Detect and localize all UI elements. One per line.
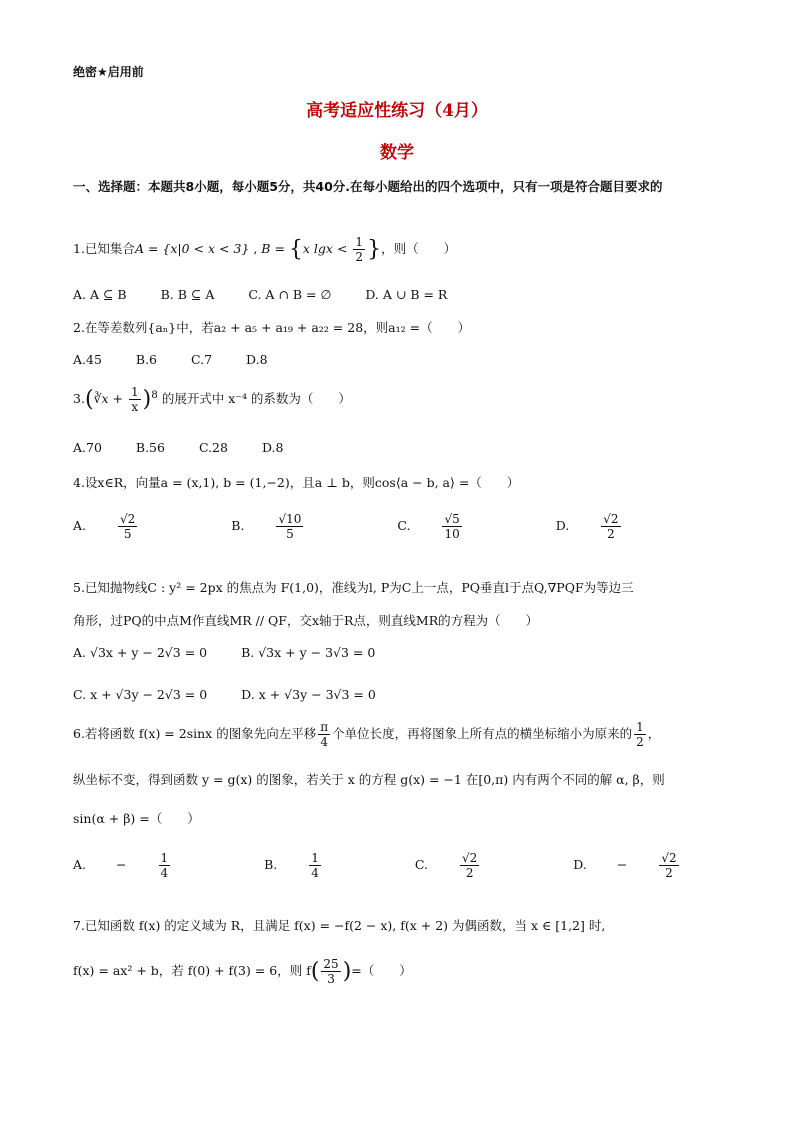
option-b[interactable]: B. B ⊆ A xyxy=(160,287,215,302)
question-1-options xyxy=(73,287,477,302)
question-3-stem: 3.(∛x + $\frac{1}{x}$ )$^8$ 的展开式中 x⁻⁴ 的系数为（ ） xyxy=(73,385,351,414)
question-7-line-1: 7.已知函数 f(x) 的定义域为 R，且满足 f(x) = −f(2 − x), f(x + 2) 为偶函数，当 x ∈ [1,2] 时, xyxy=(73,918,606,933)
confidential-header: 绝密★启用前 xyxy=(73,65,144,79)
section-heading: 一、选择题：本题共8小题，每小题5分，共40分.在每小题给出的四个选项中，只有一项是符合题目要求的 xyxy=(73,179,663,194)
option-b[interactable]: B.6 xyxy=(135,352,158,367)
question-6-line-3: sin(α + β) =（ ） xyxy=(73,811,200,826)
option-a[interactable]: A.45 xyxy=(73,352,102,367)
question-4-options xyxy=(73,512,711,541)
option-c[interactable]: C. x + √3y − 2√3 = 0 xyxy=(73,687,208,702)
option-a[interactable]: A. − $\frac{1}{4}$ xyxy=(73,851,169,880)
question-5-options-row-2 xyxy=(73,687,406,702)
option-d[interactable]: D. $\frac{√2}{2}$ xyxy=(555,512,619,541)
exam-subject: 数学 xyxy=(380,143,414,163)
option-b[interactable]: B. $\frac{1}{4}$ xyxy=(264,851,319,880)
question-7-line-2: f(x) = ax² + b，若 f(0) + f(3) = 6，则 f( $\frac{25}{3}$ )=（ ） xyxy=(73,957,412,986)
question-5-options-row-1 xyxy=(73,645,405,660)
option-b[interactable]: B. $\frac{√10}{5}$ xyxy=(231,512,302,541)
option-b[interactable]: B. √3x + y − 3√3 = 0 xyxy=(241,645,376,660)
question-3-options xyxy=(73,440,313,455)
option-d[interactable]: D. A ∪ B = R xyxy=(365,287,448,302)
option-d[interactable]: D.8 xyxy=(261,440,284,455)
option-d[interactable]: D. − $\frac{√2}{2}$ xyxy=(573,851,677,880)
option-a[interactable]: A. √3x + y − 2√3 = 0 xyxy=(73,645,208,660)
option-a[interactable]: A. A ⊆ B xyxy=(73,287,127,302)
option-c[interactable]: C. A ∩ B = ∅ xyxy=(248,287,332,302)
fraction: $\frac{1}{x}$ xyxy=(130,385,139,414)
option-a[interactable]: A. $\frac{√2}{5}$ xyxy=(73,512,136,541)
question-2-stem: 2.在等差数列{aₙ}中，若a₂ + a₅ + a₁₉ + a₂₂ = 28，则a₁₂ =（ ） xyxy=(73,320,471,335)
question-6-options xyxy=(73,851,769,880)
option-d[interactable]: D.8 xyxy=(246,352,268,367)
question-4-stem: 4.设x∈R，向量a = (x,1), b = (1,−2)，且a ⊥ b，则cos⟨a − b, a⟩ =（ ） xyxy=(73,475,520,490)
option-c[interactable]: C. $\frac{√5}{10}$ xyxy=(397,512,460,541)
question-2-options xyxy=(73,352,298,367)
option-c[interactable]: C. $\frac{√2}{2}$ xyxy=(414,851,478,880)
question-1-stem: 1.已知集合A = {x|0 < x < 3} , B = {x lgx < $\frac{1}{2}$ }，则（ ） xyxy=(73,235,457,264)
option-a[interactable]: A.70 xyxy=(73,440,102,455)
question-6-line-1: 6.若将函数 f(x) = 2sinx 的图象先向左平移 $\frac{\pi}{4}$ 个单位长度，再将图象上所有点的横坐标缩小为原来的 $\frac{1}{2}$ ， xyxy=(73,720,661,749)
option-d[interactable]: D. x + √3y − 3√3 = 0 xyxy=(241,687,376,702)
question-5-line-2: 角形，过PQ的中点M作直线MR // QF，交x轴于R点，则直线MR的方程为（ ） xyxy=(73,613,539,628)
option-c[interactable]: C.28 xyxy=(198,440,228,455)
question-6-line-2: 纵坐标不变，得到函数 y = g(x) 的图象，若关于 x 的方程 g(x) = −1 在[0,π) 内有两个不同的解 α, β，则 xyxy=(73,772,665,787)
fraction: $\frac{1}{2}$ xyxy=(355,235,364,264)
option-c[interactable]: C.7 xyxy=(191,352,213,367)
question-5-line-1: 5.已知抛物线C : y² = 2px 的焦点为 F(1,0)，准线为l, P为C上一点，PQ垂直l于点Q,∇PQF为等边三 xyxy=(73,580,634,595)
exam-title: 高考适应性练习（4月） xyxy=(306,101,488,121)
option-b[interactable]: B.56 xyxy=(135,440,165,455)
